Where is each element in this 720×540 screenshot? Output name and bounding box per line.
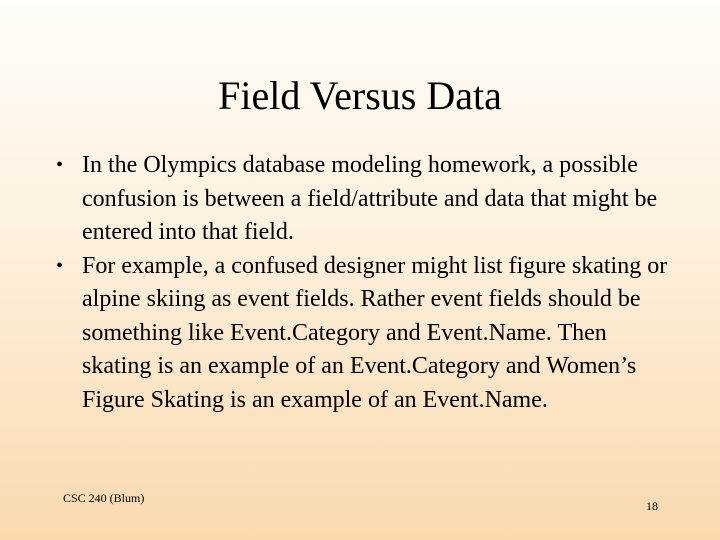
footer-course-label: CSC 240 (Blum) (63, 491, 145, 505)
bullet-text: For example, a confused designer might list figure skating or alpine skiing as event fields. Rather event fields should be something like Event.Category and Event.Name. Then skating is an example of an Event.Category and Women’s Figure Skating is an example of an Event.Name. (82, 252, 668, 413)
bullet-text: In the Olympics database modeling homework, a possible confusion is between a field/attribute and data that might be entered into that field. (82, 152, 658, 245)
bullet-list (56, 149, 676, 417)
page-number: 18 (646, 499, 658, 513)
bullet-item (56, 149, 676, 250)
slide-title: Field Versus Data (218, 73, 502, 118)
bullet-marker: • (56, 254, 64, 277)
bullet-marker: • (56, 154, 64, 176)
bullet-item (56, 250, 676, 418)
